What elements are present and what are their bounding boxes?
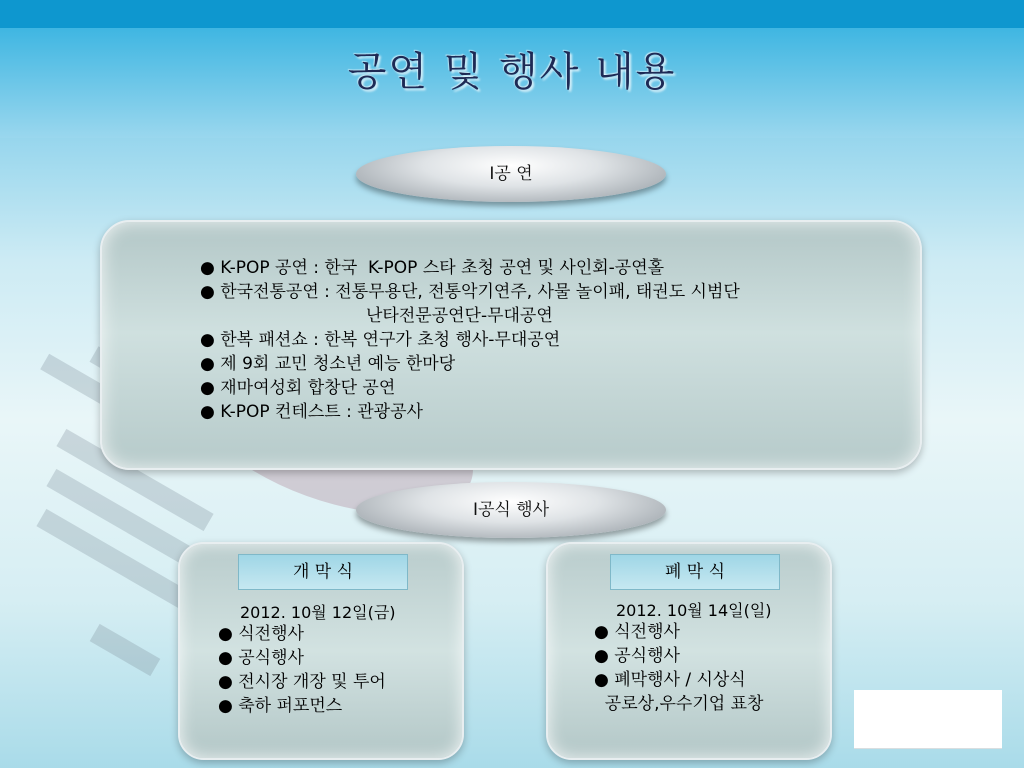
opening-date: 2012. 10월 12일(금) — [240, 603, 396, 622]
closing-date: 2012. 10월 14일(일) — [616, 601, 772, 620]
page-title: 공연 및 행사 내용 — [347, 49, 677, 95]
list-item: ● 식전행사 — [594, 622, 680, 642]
list-item: ● 식전행사 — [218, 624, 304, 644]
section-official-badge: Ⅰ공식 행사 — [356, 482, 666, 538]
performance-list — [200, 256, 740, 424]
list-item: ● 축하 퍼포먼스 — [218, 696, 343, 716]
list-item: ● 공식행사 — [594, 646, 680, 666]
section-performance-badge: Ⅰ공 연 — [356, 146, 666, 202]
closing-list — [594, 620, 763, 716]
list-item: ● 제 9회 교민 청소년 예능 한마당 — [200, 354, 456, 374]
list-item: 공로상,우수기업 표창 — [594, 694, 764, 714]
blank-placeholder — [854, 690, 1002, 748]
closing-ceremony-card — [546, 542, 832, 760]
list-item-continuation: 난타전문공연단-무대공연 — [366, 306, 553, 326]
list-item: ● 폐막행사 / 시상식 — [594, 670, 746, 690]
list-item: ● K-POP 공연 : 한국 K-POP 스타 초청 공연 및 사인회-공연홀 — [200, 258, 665, 278]
list-item: ● 한국전통공연 : 전통무용단, 전통악기연주, 사물 놀이패, 태권도 시범단 — [200, 282, 740, 302]
list-item: ● 한복 패션쇼 : 한복 연구가 초청 행사-무대공연 — [200, 330, 561, 350]
list-item: ● 재마여성회 합창단 공연 — [200, 378, 396, 398]
list-item: ● 전시장 개장 및 투어 — [218, 672, 386, 692]
opening-list — [218, 622, 386, 718]
opening-ceremony-label: 개 막 식 — [238, 554, 408, 590]
top-bar — [0, 0, 1024, 28]
divider — [854, 748, 1002, 749]
list-item: ● 공식행사 — [218, 648, 304, 668]
opening-ceremony-card — [178, 542, 464, 760]
closing-ceremony-label: 폐 막 식 — [610, 554, 780, 590]
list-item: ● K-POP 컨테스트 : 관광공사 — [200, 402, 423, 422]
